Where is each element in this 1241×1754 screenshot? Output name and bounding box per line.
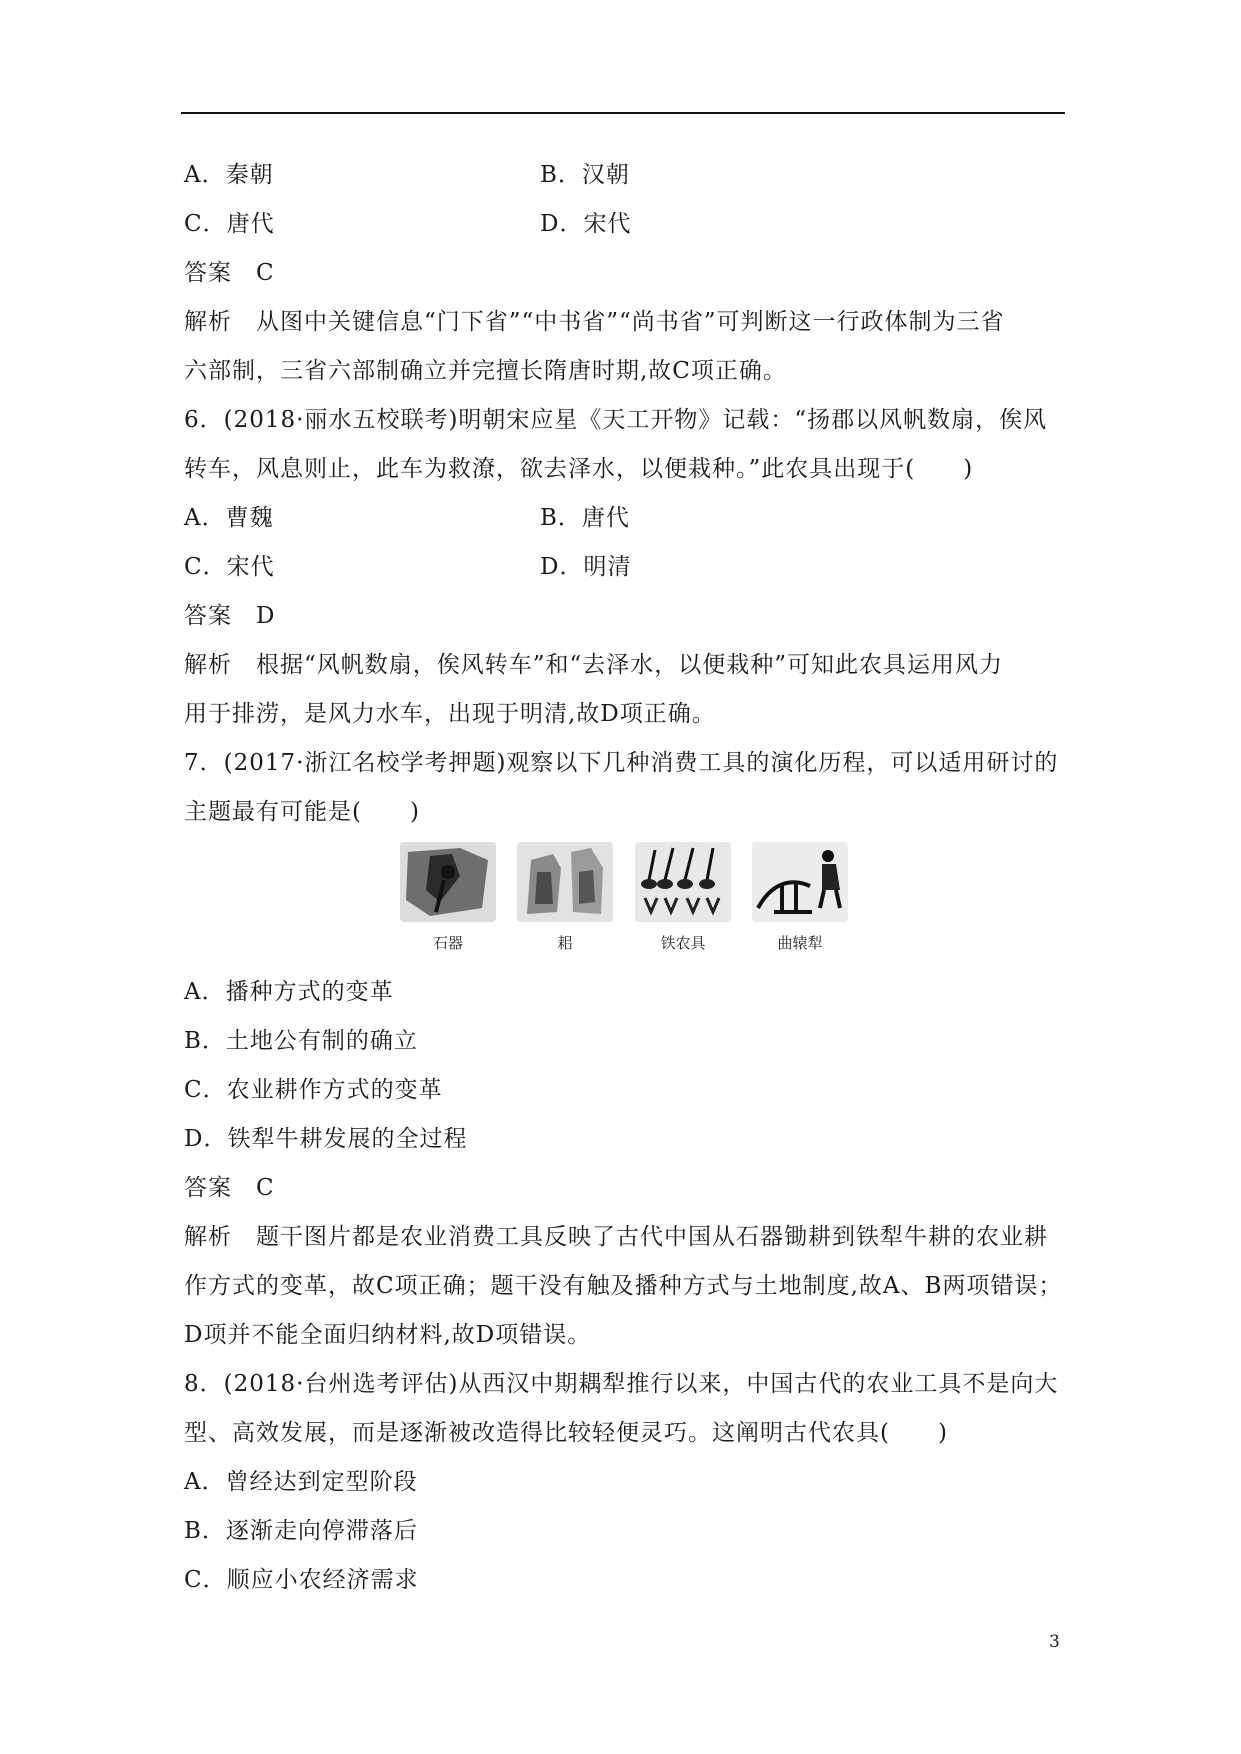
q7-option-b: B．土地公有制的确立: [184, 1028, 418, 1054]
q7-stem-line-2: 主题最有可能是( ): [184, 799, 420, 825]
q5-options-row-2: [184, 209, 632, 239]
q8-option-a: A．曾经达到定型阶段: [184, 1469, 418, 1495]
q7-answer: 答案 C: [184, 1175, 275, 1201]
caption-iron-tool: 铁农具: [660, 934, 706, 952]
caption-curved-plow: 曲辕犁: [777, 934, 823, 952]
q6-answer: 答案 D: [184, 603, 276, 629]
q6-option-c: C．宋代: [184, 554, 275, 580]
q7-stem-line-1: 7．(2017·浙江名校学考押题)观察以下几种消费工具的演化历程，可以适用研讨的: [184, 750, 1059, 776]
q7-analysis-line-2: 作方式的变革，故C项正确；题干没有触及播种方式与土地制度,故A、B两项错误；: [184, 1273, 1063, 1299]
q5-option-b: B．汉朝: [540, 162, 630, 188]
curved-plow-image: [752, 842, 848, 922]
stone-tool-image: [400, 842, 496, 922]
q6-option-a: A．曹魏: [184, 505, 274, 531]
farm-tools-figure: [400, 842, 848, 954]
q6-analysis-line-1: 解析 根据“风帆数扇，俟风转车”和“去泽水，以便栽种”可知此农具运用风力: [184, 652, 1004, 678]
q5-option-d: D．宋代: [540, 211, 632, 237]
q8-stem-line-1: 8．(2018·台州选考评估)从西汉中期耦犁推行以来，中国古代的农业工具不是向大: [184, 1371, 1059, 1397]
q6-analysis-line-2: 用于排涝，是风力水车，出现于明清,故D项正确。: [184, 701, 716, 727]
q5-options-row-1: [184, 160, 630, 190]
q6-option-b: B．唐代: [540, 505, 630, 531]
q6-options-row-1: [184, 503, 630, 533]
q5-option-c: C．唐代: [184, 211, 275, 237]
q5-analysis-line-1: 解析 从图中关键信息“门下省”“中书省”“尚书省”可判断这一行政体制为三省: [184, 309, 1005, 335]
caption-si: 耜: [557, 934, 573, 952]
header-rule: [181, 112, 1065, 114]
q7-option-c: C．农业耕作方式的变革: [184, 1077, 443, 1103]
si-tool-image: [517, 842, 613, 922]
caption-stone-tool: 石器: [432, 934, 463, 952]
q8-stem-line-2: 型、高效发展，而是逐渐被改造得比较轻便灵巧。这阐明古代农具( ): [184, 1420, 948, 1446]
q7-analysis-line-1: 解析 题干图片都是农业消费工具反映了古代中国从石器锄耕到铁犁牛耕的农业耕: [184, 1224, 1048, 1250]
iron-tool-image: [635, 842, 731, 922]
q5-analysis-line-2: 六部制，三省六部制确立并完擅长隋唐时期,故C项正确。: [184, 358, 787, 384]
q5-answer: 答案 C: [184, 260, 275, 286]
q7-option-d: D．铁犁牛耕发展的全过程: [184, 1126, 468, 1152]
q6-stem-line-2: 转车，风息则止，此车为救潦，欲去泽水，以便栽种。”此农具出现于( ): [184, 456, 974, 482]
page-number: 3: [1049, 1632, 1060, 1652]
q8-option-b: B．逐渐走向停滞落后: [184, 1518, 418, 1544]
q7-option-a: A．播种方式的变革: [184, 979, 394, 1005]
q6-stem-line-1: 6．(2018·丽水五校联考)明朝宋应星《天工开物》记载：“扬郡以风帆数扇，俟风: [184, 407, 1048, 433]
q6-option-d: D．明清: [540, 554, 632, 580]
q6-options-row-2: [184, 552, 632, 582]
q8-option-c: C．顺应小农经济需求: [184, 1567, 419, 1593]
q5-option-a: A．秦朝: [184, 162, 274, 188]
q7-analysis-line-3: D项并不能全面归纳材料,故D项错误。: [184, 1322, 592, 1348]
